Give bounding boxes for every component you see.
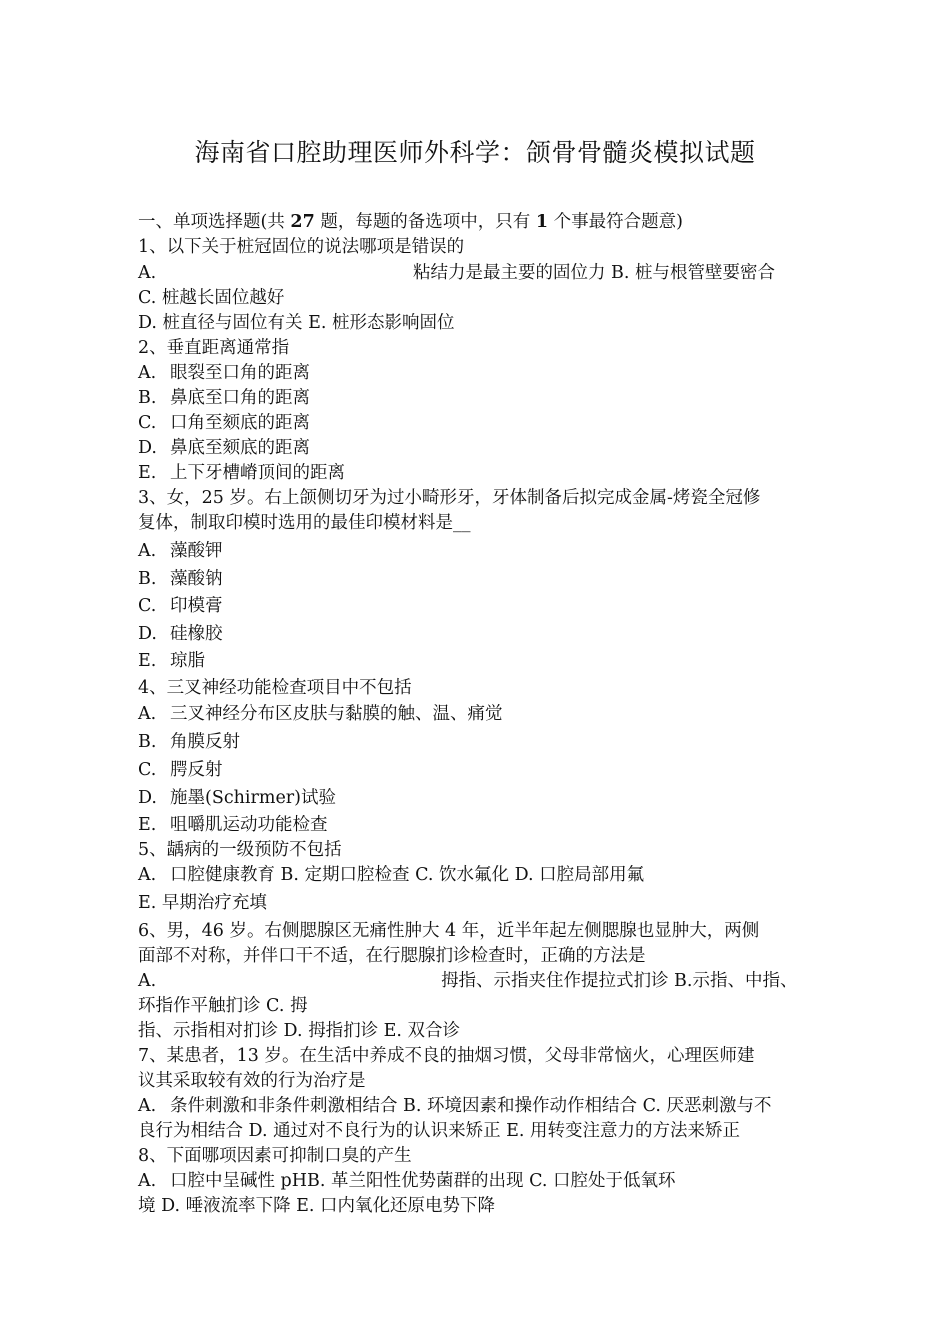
option-text: 口角至颏底的距离 — [170, 413, 310, 433]
page-title: 海南省口腔助理医师外科学：颌骨骨髓炎模拟试题 — [194, 138, 756, 167]
question-3-stem: 3、女，25 岁。右上颌侧切牙为过小畸形牙，牙体制备后拟完成金属-烤瓷全冠修 — [138, 488, 761, 508]
option-label: D. — [138, 788, 157, 808]
question-5-stem: 5、龋病的一级预防不包括 — [138, 840, 342, 860]
question-1-option-a-text: 粘结力是最主要的固位力 B. 桩与根管壁要密合 — [413, 263, 776, 283]
question-3-option — [138, 569, 223, 589]
question-4-option — [138, 815, 328, 835]
option-text: 鼻底至颏底的距离 — [170, 438, 310, 458]
option-text: 鼻底至口角的距离 — [170, 388, 310, 408]
option-text: 印模膏 — [170, 596, 223, 616]
option-text: 角膜反射 — [170, 732, 240, 752]
question-4-option — [138, 704, 503, 724]
question-7-options-cont: 良行为相结合 D. 通过对不良行为的认识来矫正 E. 用转变注意力的方法来矫正 — [138, 1121, 741, 1141]
question-3-option — [138, 651, 205, 671]
option-text: 三叉神经分布区皮肤与黏膜的触、温、痛觉 — [170, 704, 503, 724]
option-label: A. — [138, 704, 157, 724]
question-8-stem: 8、下面哪项因素可抑制口臭的产生 — [138, 1146, 412, 1166]
question-4-option — [138, 732, 240, 752]
option-text: 口腔健康教育 B. 定期口腔检查 C. 饮水氟化 D. 口腔局部用氟 — [170, 865, 645, 885]
option-label: A. — [138, 865, 157, 885]
option-label: B. — [138, 569, 157, 589]
question-6-options-cont: 指、示指相对扪诊 D. 拇指扪诊 E. 双合诊 — [138, 1021, 461, 1041]
option-text: 口腔中呈碱性 pHB. 革兰阳性优势菌群的出现 C. 口腔处于低氧环 — [170, 1171, 676, 1191]
question-2-option — [138, 413, 310, 433]
option-text: 施墨(Schirmer)试验 — [170, 788, 336, 808]
option-text: 眼裂至口角的距离 — [170, 363, 310, 383]
section-heading — [138, 212, 683, 232]
question-1-option-de: D. 桩直径与固位有关 E. 桩形态影响固位 — [138, 313, 455, 333]
question-4-option — [138, 760, 223, 780]
option-label: C. — [138, 596, 157, 616]
question-count: 27 — [290, 212, 315, 232]
question-6-stem: 6、男，46 岁。右侧腮腺区无痛性肿大 4 年，近半年起左侧腮腺也显肿大，两侧 — [138, 921, 760, 941]
option-text: 藻酸钠 — [170, 569, 223, 589]
option-text: 条件刺激和非条件刺激相结合 B. 环境因素和操作动作相结合 C. 厌恶刺激与不 — [170, 1096, 772, 1116]
option-label: D. — [138, 624, 157, 644]
question-6-option-a: A. — [138, 971, 157, 991]
section-heading-text: 个事最符合题意) — [548, 212, 683, 232]
option-label: B. — [138, 388, 157, 408]
question-5-options — [138, 865, 644, 885]
option-label: C. — [138, 760, 157, 780]
question-1-option-c: C. 桩越长固位越好 — [138, 288, 285, 308]
question-6-option-a-text: 拇指、示指夹住作提拉式扪诊 B.示指、中指、 — [441, 971, 798, 991]
question-2-option — [138, 463, 345, 483]
question-3-option — [138, 624, 223, 644]
question-2-option — [138, 438, 310, 458]
question-4-stem: 4、三叉神经功能检查项目中不包括 — [138, 678, 412, 698]
question-8-options — [138, 1171, 675, 1191]
option-label: D. — [138, 438, 157, 458]
question-1-stem: 1、以下关于桩冠固位的说法哪项是错误的 — [138, 237, 465, 257]
question-6-options-cont: 环指作平触扪诊 C. 拇 — [138, 996, 308, 1016]
question-1-option-a: A. — [138, 263, 157, 283]
option-label: E. — [138, 463, 157, 483]
question-7-stem: 7、某患者，13 岁。在生活中养成不良的抽烟习惯，父母非常恼火，心理医师建 — [138, 1046, 755, 1066]
option-label: A. — [138, 541, 157, 561]
option-text: 咀嚼肌运动功能检查 — [170, 815, 328, 835]
question-8-options-cont: 境 D. 唾液流率下降 E. 口内氧化还原电势下降 — [138, 1196, 496, 1216]
option-text: 藻酸钾 — [170, 541, 223, 561]
question-4-option — [138, 788, 336, 808]
option-label: A. — [138, 363, 157, 383]
question-2-stem: 2、垂直距离通常指 — [138, 338, 290, 358]
option-text: 硅橡胶 — [170, 624, 223, 644]
section-heading-text: 题，每题的备选项中，只有 — [314, 212, 536, 232]
option-label: C. — [138, 413, 157, 433]
question-3-option — [138, 541, 223, 561]
option-label: E. — [138, 815, 157, 835]
section-heading-text: 一、单项选择题(共 — [138, 212, 291, 232]
option-label: A. — [138, 1096, 157, 1116]
option-label: A. — [138, 1171, 157, 1191]
answer-count: 1 — [535, 212, 549, 232]
question-2-option — [138, 388, 310, 408]
option-text: 上下牙槽嵴顶间的距离 — [170, 463, 345, 483]
question-5-option-e: E. 早期治疗充填 — [138, 893, 267, 913]
question-3-stem-cont: 复体，制取印模时选用的最佳印模材料是__ — [138, 513, 471, 533]
option-text: 腭反射 — [170, 760, 223, 780]
question-2-option — [138, 363, 310, 383]
option-label: B. — [138, 732, 157, 752]
question-6-stem-cont: 面部不对称，并伴口干不适，在行腮腺扪诊检查时，正确的方法是 — [138, 946, 646, 966]
option-text: 琼脂 — [170, 651, 205, 671]
question-3-option — [138, 596, 223, 616]
question-7-options — [138, 1096, 772, 1116]
option-label: E. — [138, 651, 157, 671]
question-7-stem-cont: 议其采取较有效的行为治疗是 — [138, 1071, 366, 1091]
